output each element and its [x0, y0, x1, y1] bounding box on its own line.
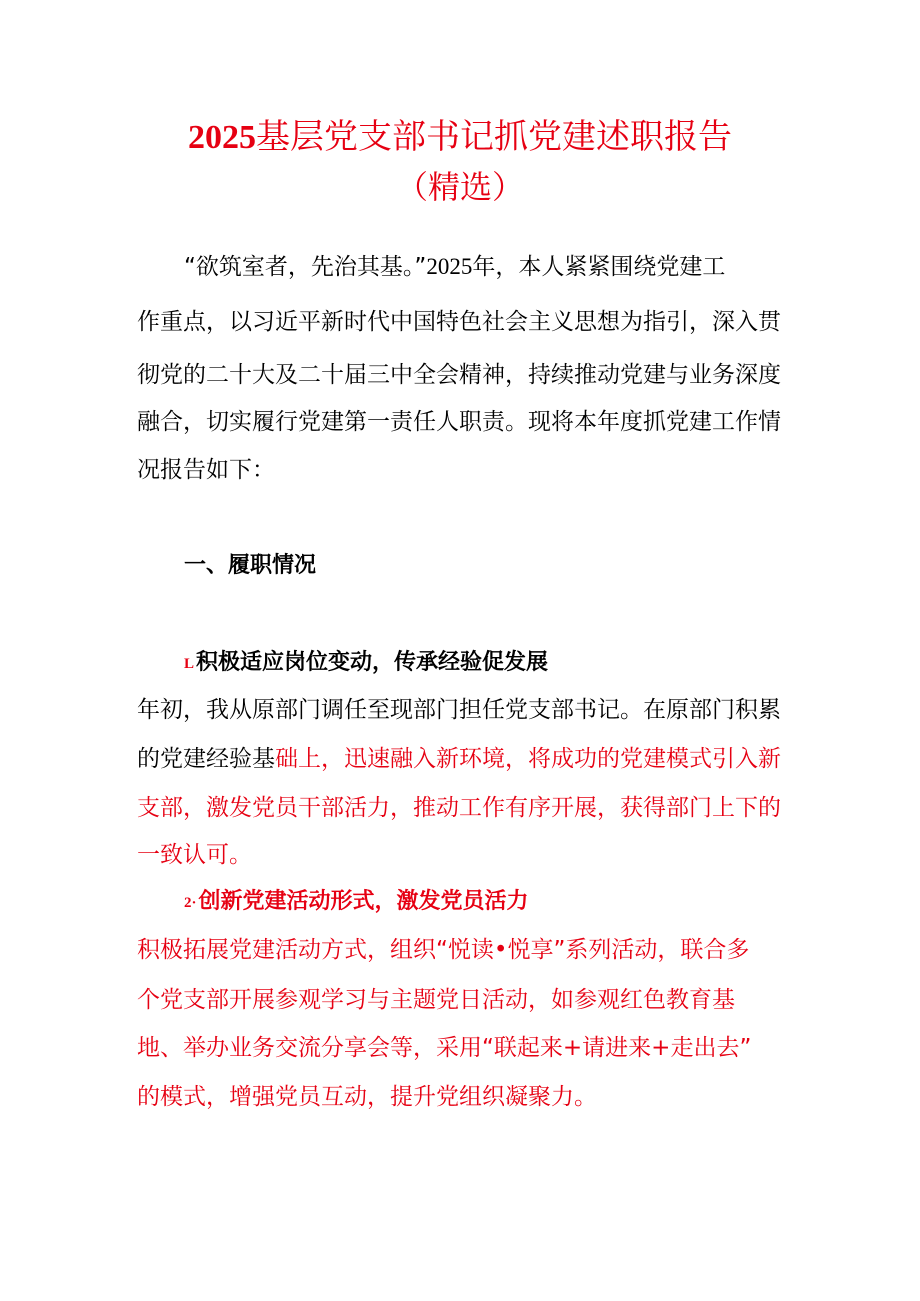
intro-line-5: 况报告如下：	[137, 457, 275, 483]
title-year: 2025	[188, 119, 256, 156]
intro-line-1-rest: 年，本人紧紧围绕党建工	[472, 254, 726, 280]
intro-quote: “欲筑室者，先治其基。”	[184, 254, 427, 280]
item2-line-3: 地、举办业务交流分享会等，采用“联起来+请进来+走出去”	[137, 1035, 752, 1061]
item2-heading-text: 创新党建活动形式，激发党员活力	[198, 889, 529, 914]
intro-line-4: 融合，切实履行党建第一责任人职责。现将本年度抓党建工作情	[137, 409, 781, 435]
intro-year: 2025	[426, 254, 473, 279]
document-title	[0, 112, 920, 163]
title-text: 基层党支部书记抓党建述职报告	[256, 117, 732, 157]
item1-line-1: 年初，我从原部门调任至现部门担任党支部书记。在原部门积累	[137, 697, 781, 723]
item1-line-2-red: 础上，迅速融入新环境，将成功的党建模式引入新	[275, 746, 781, 772]
item1-line-4: 一致认可。	[137, 842, 252, 868]
section-heading: 一、履职情况	[184, 553, 317, 578]
item2-heading	[184, 887, 529, 918]
intro-line-2: 作重点，以习近平新时代中国特色社会主义思想为指引，深入贯	[137, 309, 781, 335]
intro-line-1	[184, 252, 725, 282]
item2-line-4: 的模式，增强党员互动，提升党组织凝聚力。	[137, 1084, 597, 1110]
item2-line-1: 积极拓展党建活动方式，组织“悦读•悦享”系列活动，联合多	[137, 937, 750, 963]
item1-heading	[184, 648, 548, 679]
document-subtitle: （精选）	[395, 168, 524, 206]
item1-line-3: 支部，激发党员干部活力，推动工作有序开展，获得部门上下的	[137, 795, 781, 821]
item2-number: 2·	[184, 895, 197, 911]
item1-line-2-black: 的党建经验基	[137, 746, 275, 772]
item1-line-2	[137, 744, 781, 774]
item2-line-2: 个党支部开展参观学习与主题党日活动，如参观红色教育基	[137, 987, 735, 1013]
intro-line-3: 彻党的二十大及二十届三中全会精神，持续推动党建与业务深度	[137, 362, 781, 388]
item1-number: L	[184, 656, 195, 672]
item1-heading-text: 积极适应岗位变动，传承经验促发展	[196, 650, 549, 675]
